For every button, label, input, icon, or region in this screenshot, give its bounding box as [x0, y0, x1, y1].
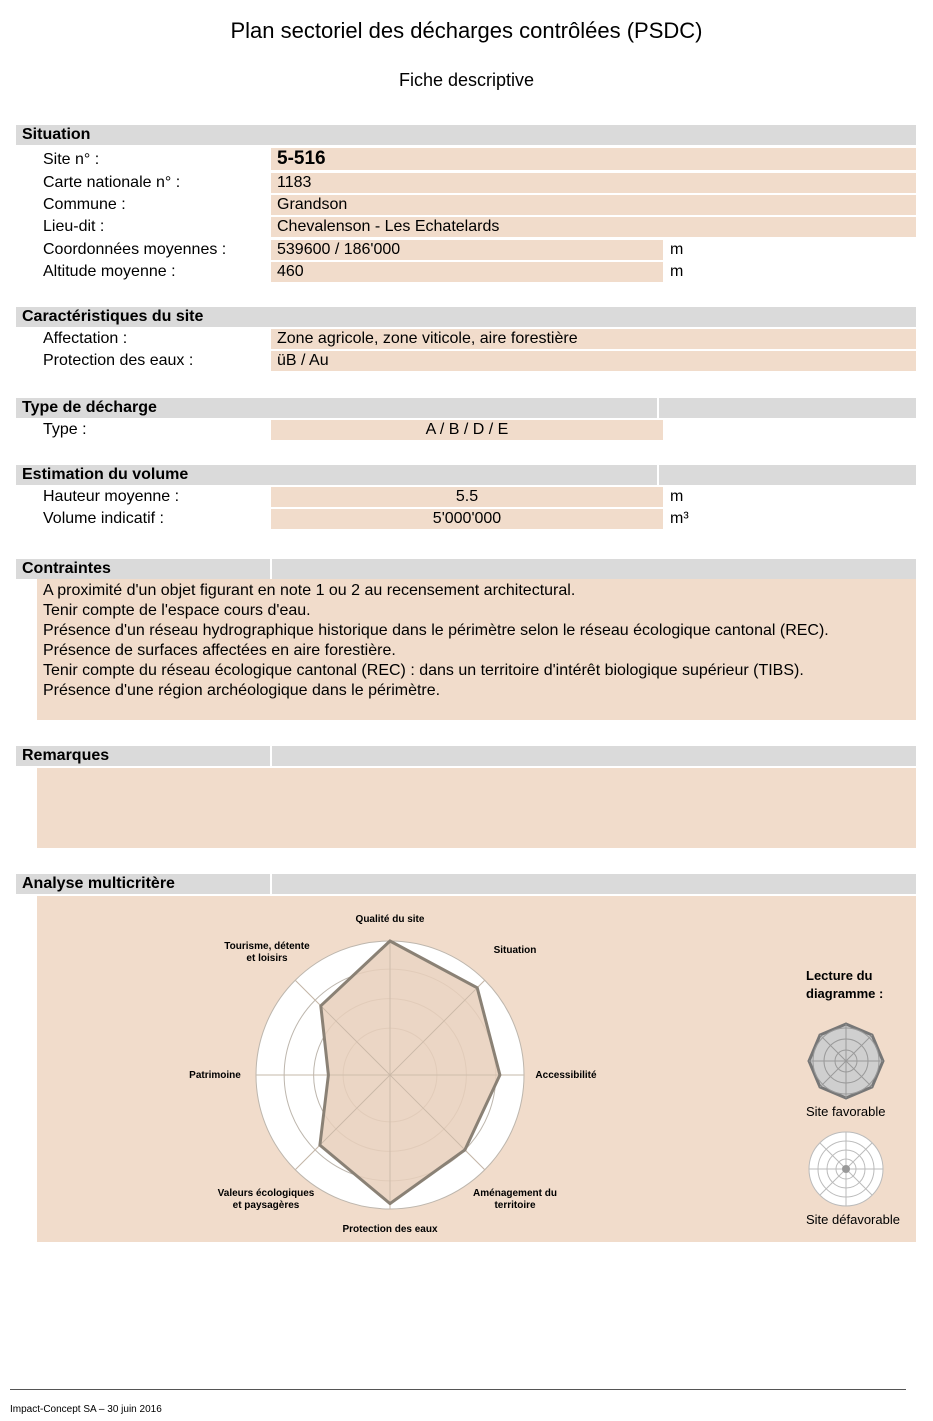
lieu-dit-label: Lieu-dit :	[43, 218, 105, 235]
carte-nationale-value: 1183	[271, 173, 916, 193]
radar-label-amenagement: Aménagement du territoire	[473, 1188, 557, 1211]
legend-favorable-label: Site favorable	[806, 1104, 886, 1119]
altitude-label: Altitude moyenne :	[43, 263, 176, 280]
section-heading-text: Analyse multicritère	[22, 875, 175, 892]
hauteur-label: Hauteur moyenne :	[43, 488, 180, 505]
volume-value: 5'000'000	[271, 509, 663, 529]
hauteur-value: 5.5	[271, 487, 663, 507]
contrainte-line: Tenir compte de l'espace cours d'eau.	[43, 602, 311, 619]
section-heading-text: Caractéristiques du site	[22, 308, 204, 325]
contrainte-line: Tenir compte du réseau écologique cantonal (REC) : dans un territoire d'intérêt biologique supérieur (TIBS).	[43, 662, 804, 679]
footer-divider	[10, 1389, 906, 1390]
legend-title: Lecture du diagramme :	[806, 968, 884, 1001]
site-number-value: 5-516	[271, 148, 916, 170]
hauteur-unit: m	[670, 488, 684, 505]
type-value: A / B / D / E	[271, 420, 663, 440]
contrainte-line: Présence de surfaces affectées en aire forestière.	[43, 642, 396, 659]
section-heading-text: Situation	[22, 126, 91, 143]
type-label: Type :	[43, 421, 87, 438]
commune-label: Commune :	[43, 196, 126, 213]
commune-value: Grandson	[271, 195, 916, 215]
radar-label-protection: Protection des eaux	[342, 1224, 438, 1235]
section-heading-text: Type de décharge	[22, 399, 157, 416]
carte-nationale-label: Carte nationale n° :	[43, 174, 181, 191]
page-subtitle: Fiche descriptive	[398, 70, 535, 90]
radar-label-accessibilite: Accessibilité	[535, 1070, 597, 1081]
altitude-value: 460	[271, 262, 663, 282]
page-title: Plan sectoriel des décharges contrôlées (PSDC)	[230, 18, 703, 43]
legend-defavorable-label: Site défavorable	[806, 1212, 900, 1227]
contrainte-line: Présence d'un réseau hydrographique historique dans le périmètre selon le réseau écologique cantonal (REC).	[43, 622, 829, 639]
coordonnees-label: Coordonnées moyennes :	[43, 241, 227, 258]
coordonnees-value: 539600 / 186'000	[271, 240, 663, 260]
radar-grid	[256, 941, 524, 1209]
protection-eaux-label: Protection des eaux :	[43, 352, 194, 369]
radar-label-tourisme: Tourisme, détente et loisirs	[224, 941, 310, 964]
footer-text: Impact-Concept SA – 30 juin 2016	[10, 1404, 162, 1415]
contrainte-line: A proximité d'un objet figurant en note 1 ou 2 au recensement architectural.	[43, 582, 576, 599]
contrainte-line: Présence d'une région archéologique dans le périmètre.	[43, 682, 441, 699]
affectation-label: Affectation :	[43, 330, 128, 347]
radar-label-patrimoine: Patrimoine	[189, 1070, 241, 1081]
section-heading-text: Contraintes	[22, 560, 111, 577]
volume-unit: m³	[670, 510, 689, 527]
protection-eaux-value: üB / Au	[271, 351, 916, 371]
radar-label-valeurs: Valeurs écologiques et paysagères	[217, 1188, 315, 1211]
radar-label-situation: Situation	[493, 945, 537, 956]
legend-defavorable-icon	[805, 1128, 887, 1210]
section-heading-text: Estimation du volume	[22, 466, 189, 483]
affectation-value: Zone agricole, zone viticole, aire forestière	[271, 329, 916, 349]
volume-label: Volume indicatif :	[43, 510, 164, 527]
legend-favorable-icon	[805, 1020, 887, 1102]
section-heading-text: Remarques	[22, 747, 110, 764]
altitude-unit: m	[670, 263, 684, 280]
coordonnees-unit: m	[670, 241, 684, 258]
lieu-dit-value: Chevalenson - Les Echatelards	[271, 217, 916, 237]
site-number-label: Site n° :	[43, 151, 100, 168]
radar-label-qualite: Qualité du site	[355, 914, 425, 925]
